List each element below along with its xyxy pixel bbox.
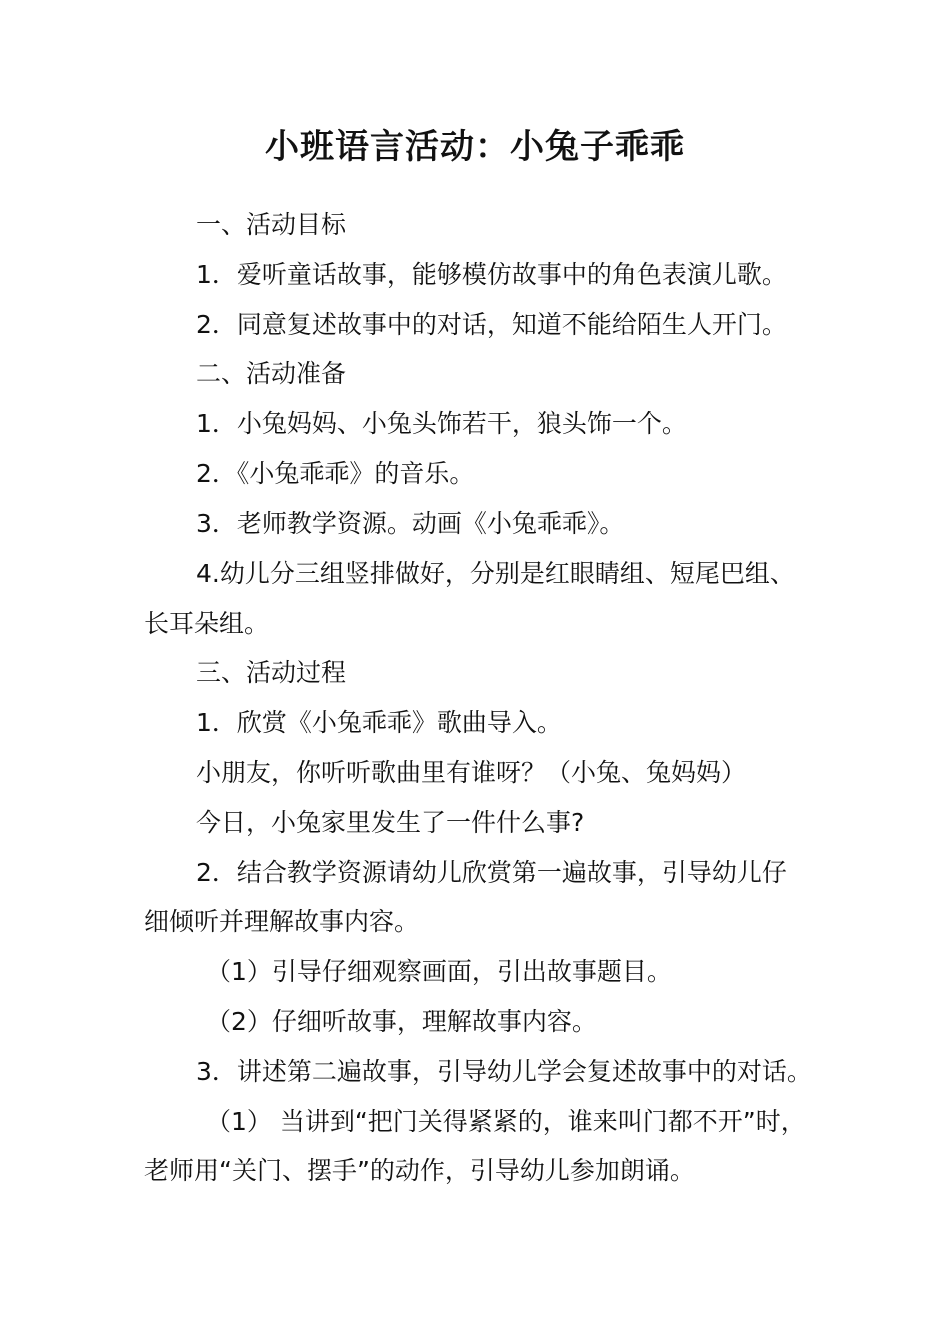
paragraph-line: 1．欣赏《小兔乖乖》歌曲导入。: [196, 708, 562, 737]
paragraph-line: （1） 当讲到“把门关得紧紧的，谁来叫门都不开”时，: [206, 1107, 806, 1136]
paragraph-line: 2．《小兔乖乖》的音乐。: [196, 459, 475, 488]
paragraph-line: 老师用“关门、摆手”的动作，引导幼儿参加朗诵。: [144, 1156, 695, 1185]
section-heading-preparation: 二、活动准备: [196, 359, 347, 388]
paragraph-line: 2．同意复述故事中的对话，知道不能给陌生人开门。: [196, 310, 787, 339]
paragraph-line: 4.幼儿分三组竖排做好，分别是红眼睛组、短尾巴组、: [196, 559, 795, 588]
section-heading-process: 三、活动过程: [196, 658, 347, 687]
paragraph-line: 小朋友，你听听歌曲里有谁呀？（小兔、兔妈妈）: [196, 758, 747, 787]
paragraph-line: 3．讲述第二遍故事，引导幼儿学会复述故事中的对话。: [196, 1057, 812, 1086]
paragraph-line: 长耳朵组。: [144, 609, 270, 638]
paragraph-line: 3．老师教学资源。动画《小兔乖乖》。: [196, 509, 625, 538]
paragraph-line: （1）引导仔细观察画面，引出故事题目。: [206, 957, 672, 986]
paragraph-line: 细倾听并理解故事内容。: [144, 907, 420, 936]
paragraph-line: 今日，小兔家里发生了一件什么事?: [196, 808, 585, 837]
paragraph-line: （2）仔细听故事，理解故事内容。: [206, 1007, 597, 1036]
document-title: 小班语言活动：小兔子乖乖: [265, 127, 685, 167]
section-heading-objectives: 一、活动目标: [196, 210, 347, 239]
paragraph-line: 2．结合教学资源请幼儿欣赏第一遍故事，引导幼儿仔: [196, 858, 787, 887]
paragraph-line: 1．爱听童话故事，能够模仿故事中的角色表演儿歌。: [196, 260, 787, 289]
paragraph-line: 1．小兔妈妈、小兔头饰若干，狼头饰一个。: [196, 409, 687, 438]
